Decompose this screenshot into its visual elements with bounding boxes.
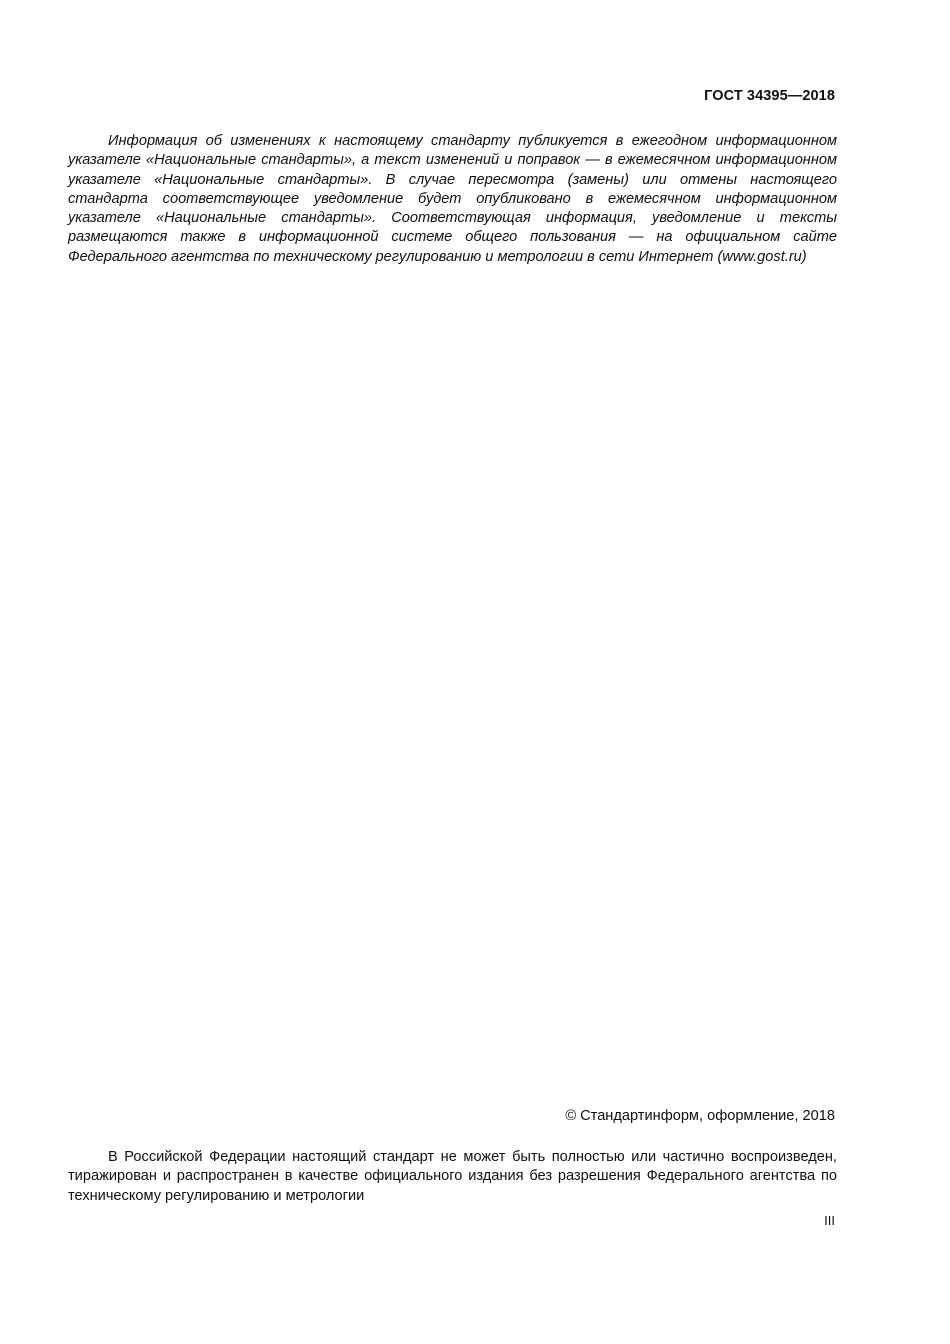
copyright-line: © Стандартинформ, оформление, 2018 — [565, 1108, 835, 1124]
page-number: III — [824, 1213, 835, 1228]
document-header-standard-number: ГОСТ 34395—2018 — [704, 88, 835, 104]
reproduction-restriction-paragraph: В Российской Федерации настоящий стандарт не может быть полностью или частично воспроизведен, тиражирован и распространен в качестве официального издания без разрешения Федерального агентства по техническому регулированию и метрологии — [68, 1149, 837, 1204]
amendments-info-paragraph: Информация об изменениях к настоящему стандарту публикуется в ежегодном информационном указателе «Национальные стандарты», а текст изменений и поправок — в ежемесячном информационном указателе «Национальные стандарты». В случае пересмотра (замены) или отмены настоящего стандарта соответствующее уведомление будет опубликовано в ежемесячном информационном указателе «Национальные стандарты». Соответствующая информация, уведомление и тексты размещаются также в информационной системе общего пользования — на официальном сайте Федерального агентства по техническому регулированию и метрологии в сети Интернет (www.gost.ru) — [68, 133, 837, 265]
